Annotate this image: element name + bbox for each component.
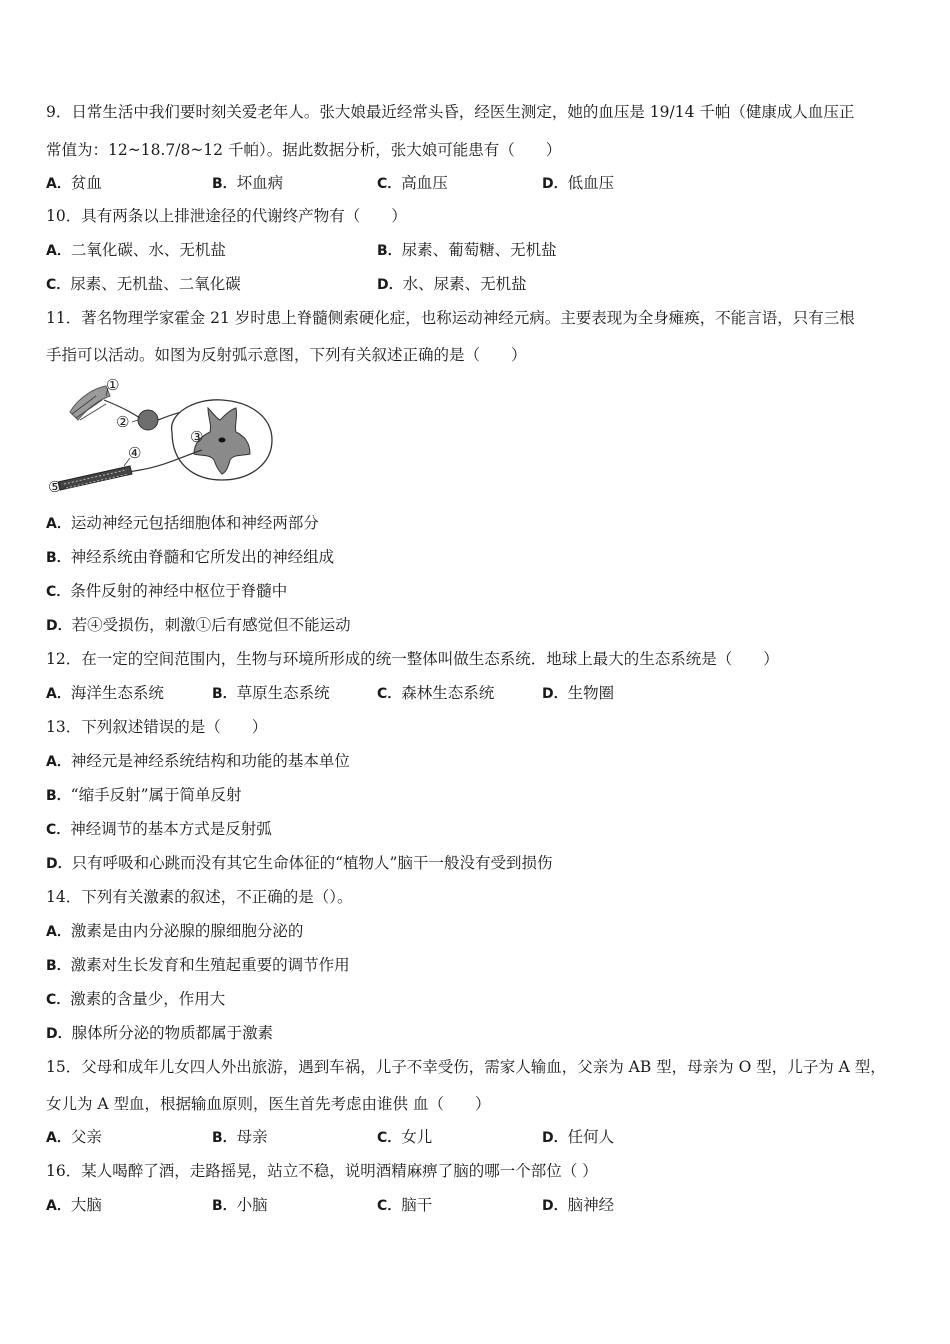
q14-stem: 14．下列有关激素的叙述，不正确的是（）。 <box>46 888 353 906</box>
q14-option-d: D．腺体所分泌的物质都属于激素 <box>46 1024 274 1042</box>
q12-option-c: C．森林生态系统 <box>377 684 495 702</box>
q14-option-b: B．激素对生长发育和生殖起重要的调节作用 <box>46 956 350 974</box>
diagram-label-5: ⑤ <box>48 478 62 496</box>
q14-option-a: A．激素是由内分泌腺的腺细胞分泌的 <box>46 922 304 940</box>
q11-option-b: B．神经系统由脊髓和它所发出的神经组成 <box>46 548 335 566</box>
q12-option-d: D．生物圈 <box>542 684 615 702</box>
reflex-arc-illustration <box>44 374 280 502</box>
q10-stem: 10．具有两条以上排泄途径的代谢终产物有（ ） <box>46 207 407 225</box>
q13-option-a: A．神经元是神经系统结构和功能的基本单位 <box>46 752 350 770</box>
q11-option-d: D．若④受损伤，刺激①后有感觉但不能运动 <box>46 616 351 634</box>
q13-stem: 13．下列叙述错误的是（ ） <box>46 718 268 736</box>
q16-option-a: A．大脑 <box>46 1196 102 1214</box>
q10-options-row1 <box>46 240 906 260</box>
diagram-label-3: ③ <box>190 428 204 446</box>
q11-option-a: A．运动神经元包括细胞体和神经两部分 <box>46 514 319 532</box>
q16-option-d: D．脑神经 <box>542 1196 615 1214</box>
q11-option-c: C．条件反射的神经中枢位于脊髓中 <box>46 582 288 600</box>
q16-option-b: B．小脑 <box>212 1196 268 1214</box>
q9-stem-line2: 常值为：12~18.7/8~12 千帕）。据此数据分析，张大娘可能患有（ ） <box>46 141 562 159</box>
q11-stem-line2: 手指可以活动。如图为反射弧示意图，下列有关叙述正确的是（ ） <box>46 346 527 364</box>
q15-option-c: C．女儿 <box>377 1128 433 1146</box>
q12-option-a: A．海洋生态系统 <box>46 684 164 702</box>
q13-option-b: B．“缩手反射”属于简单反射 <box>46 786 242 804</box>
q11-stem-line1: 11．著名物理学家霍金 21 岁时患上脊髓侧索硬化症，也称运动神经元病。主要表现为全身瘫痪，不能言语，只有三根 <box>46 309 855 327</box>
q10-options-row2 <box>46 274 906 294</box>
diagram-label-4: ④ <box>128 444 142 462</box>
q14-option-c: C．激素的含量少，作用大 <box>46 990 226 1008</box>
q15-option-a: A．父亲 <box>46 1128 102 1146</box>
q16-options <box>46 1195 906 1215</box>
diagram-label-2: ② <box>116 413 130 431</box>
q16-option-c: C．脑干 <box>377 1196 433 1214</box>
q15-options <box>46 1127 906 1147</box>
q9-option-d: D．低血压 <box>542 174 615 192</box>
q10-option-d: D．水、尿素、无机盐 <box>377 275 527 293</box>
diagram-label-1: ① <box>106 376 120 394</box>
q13-option-d: D．只有呼吸和心跳而没有其它生命体征的“植物人”脑干一般没有受到损伤 <box>46 854 553 872</box>
q12-option-b: B．草原生态系统 <box>212 684 330 702</box>
q16-stem: 16．某人喝醉了酒，走路摇晃，站立不稳，说明酒精麻痹了脑的哪一个部位（ ） <box>46 1162 598 1180</box>
q15-stem-line2: 女儿为 A 型血，根据输血原则，医生首先考虑由谁供 血（ ） <box>46 1095 491 1113</box>
q15-stem-line1: 15．父母和成年儿女四人外出旅游，遇到车祸，儿子不幸受伤，需家人输血，父亲为 AB 型，母亲为 O 型，儿子为 A 型， <box>46 1058 886 1076</box>
q9-option-a: A．贫血 <box>46 174 102 192</box>
q12-options <box>46 683 906 703</box>
q9-options <box>46 173 906 193</box>
q10-option-a: A．二氧化碳、水、无机盐 <box>46 241 226 259</box>
q10-option-b: B．尿素、葡萄糖、无机盐 <box>377 241 557 259</box>
q9-stem-line1: 9．日常生活中我们要时刻关爱老年人。张大娘最近经常头昏，经医生测定，她的血压是 19/14 千帕（健康成人血压正 <box>46 103 855 121</box>
q15-option-d: D．任何人 <box>542 1128 615 1146</box>
q9-option-b: B．坏血病 <box>212 174 284 192</box>
q12-stem: 12．在一定的空间范围内，生物与环境所形成的统一整体叫做生态系统．地球上最大的生态系统是（ ） <box>46 650 779 668</box>
q9-option-c: C．高血压 <box>377 174 448 192</box>
q13-option-c: C．神经调节的基本方式是反射弧 <box>46 820 272 838</box>
q10-option-c: C．尿素、无机盐、二氧化碳 <box>46 275 241 293</box>
q15-option-b: B．母亲 <box>212 1128 268 1146</box>
reflex-arc-diagram <box>44 374 280 502</box>
